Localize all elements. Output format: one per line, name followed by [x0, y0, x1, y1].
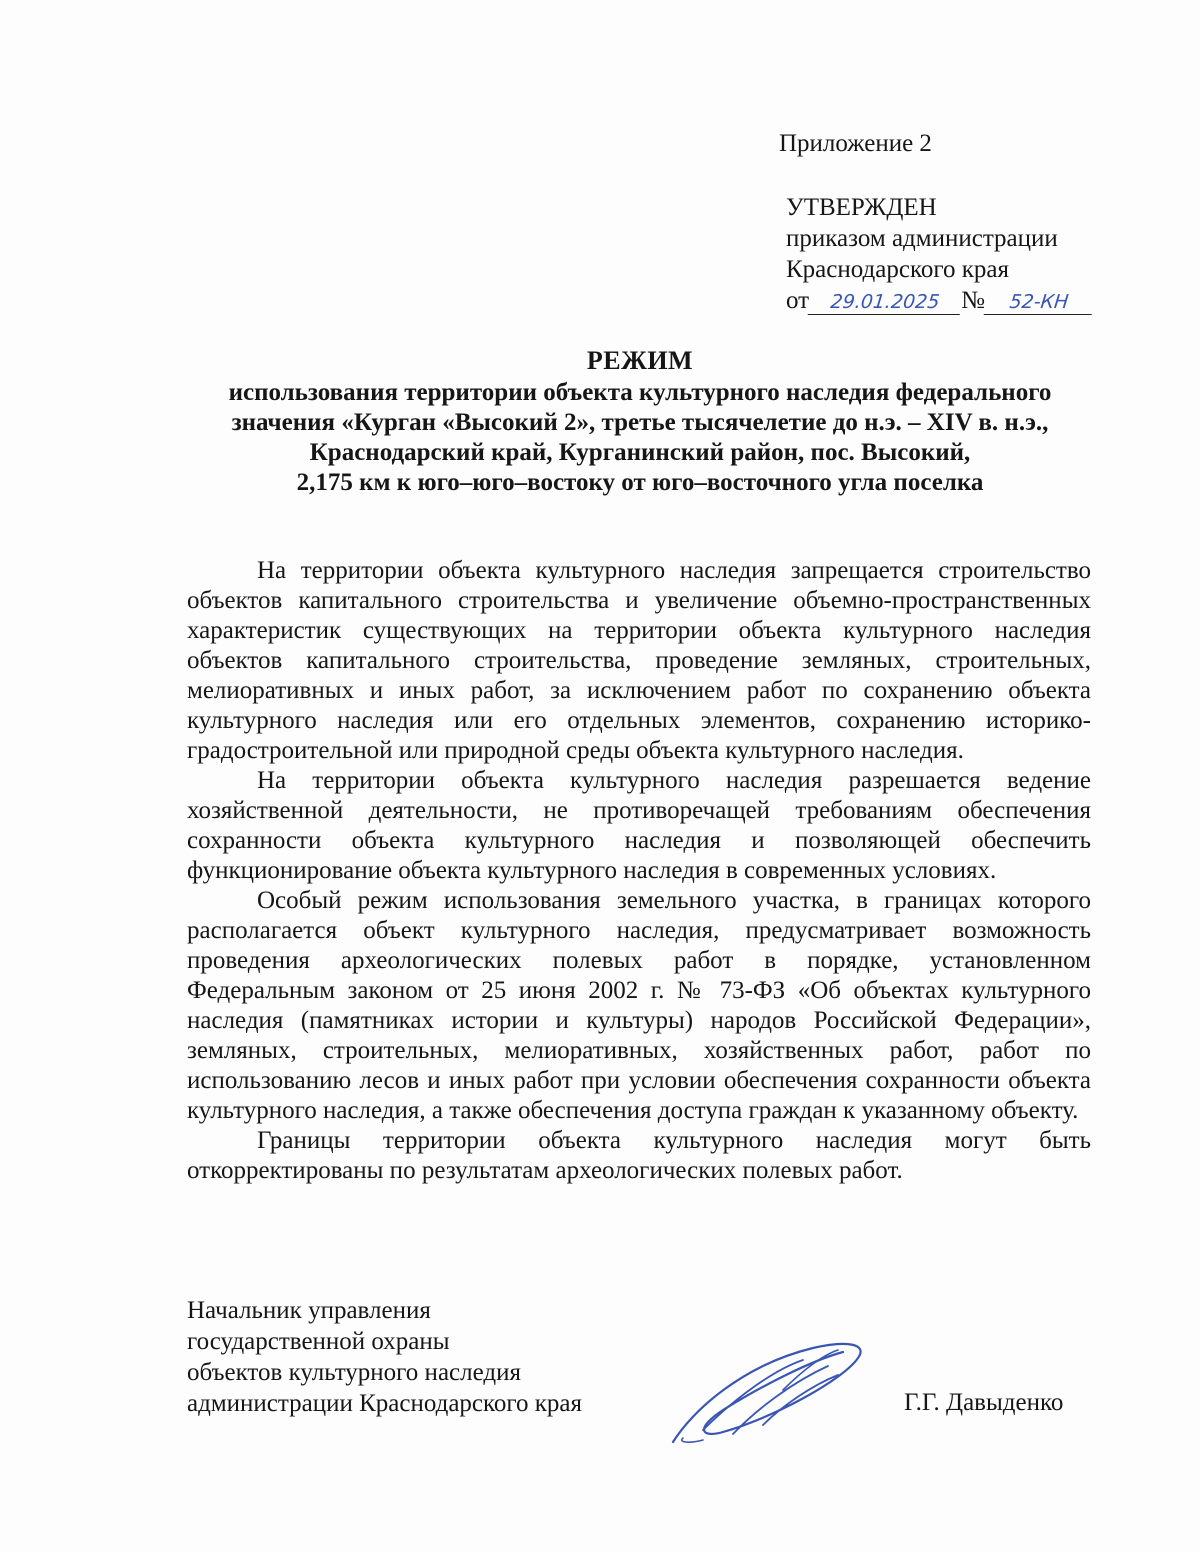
handwritten-signature: [663, 1330, 883, 1450]
title-line-2: значения «Курган «Высокий 2», третье тысячелетие до н.э. – XIV в. н.э.,: [231, 409, 1049, 436]
document-body: [187, 556, 1091, 1186]
signer-position: [187, 1295, 582, 1419]
approved-by-line2: Краснодарского края: [786, 256, 1009, 283]
signer-position-line-4: администрации Краснодарского края: [187, 1390, 583, 1417]
title-line-4: 2,175 км к юго–юго–востоку от юго–восточного угла поселка: [296, 469, 984, 496]
signer-name: Г.Г. Давыденко: [904, 1389, 1064, 1416]
paragraph-special-regime: Особый режим использования земельного участка, в границах которого располагается объект культурного наследия, предусматривает возможность проведения археологических полевых работ в порядке, установленном Федеральным законом от 25 июня 2002 г. № 73-ФЗ «Об объектах культурного наследия (памятниках истории и культуры) народов Российской Федерации», земляных, строительных, мелиоративных, хозяйственных работ, работ по использованию лесов и иных работ при условии обеспечения сохранности объекта культурного наследия, а также обеспечения доступа граждан к указанному объекту.: [187, 887, 1091, 1124]
approved-by-line1: приказом администрации: [786, 225, 1058, 252]
document-title: [190, 346, 1090, 498]
approved-heading: УТВЕРЖДЕН: [786, 194, 937, 221]
paragraph-permitted-activity: На территории объекта культурного наследия разрешается ведение хозяйственной деятельности, не противоречащей требованиям обеспечения сохранности объекта культурного наследия и позволяющей обеспечить функционирование объекта культурного наследия в современных условиях.: [187, 767, 1091, 884]
title-main: РЕЖИМ: [586, 346, 694, 375]
signer-position-line-3: объектов культурного наследия: [187, 1359, 521, 1386]
title-line-3: Краснодарский край, Курганинский район, пос. Высокий,: [309, 439, 971, 466]
approval-stamp: [786, 192, 1093, 316]
appendix-label: Приложение 2: [779, 130, 932, 157]
title-line-1: использования территории объекта культурного наследия федерального: [228, 379, 1052, 406]
order-number-handwritten: 52-КН: [984, 290, 1095, 315]
date-prefix: от: [786, 287, 810, 314]
number-prefix: №: [961, 287, 985, 314]
paragraph-prohibitions: На территории объекта культурного наследия запрещается строительство объектов капитального строительства и увеличение объемно-пространственных характеристик существующих на территории объекта культурного наследия объектов капитального строительства, проведение земляных, строительных, мелиоративных и иных работ, за исключением работ по сохранению объекта культурного наследия или его отдельных элементов, сохранению историко-градостроительной или природной среды объекта культурного наследия.: [187, 557, 1091, 764]
paragraph-boundaries: Границы территории объекта культурного наследия могут быть откорректированы по результатам археологических полевых работ.: [187, 1127, 1091, 1184]
signer-position-line-1: Начальник управления: [187, 1297, 431, 1324]
order-date-row: [786, 285, 1093, 316]
order-date-handwritten: 29.01.2025: [808, 290, 963, 315]
signer-position-line-2: государственной охраны: [187, 1328, 450, 1355]
